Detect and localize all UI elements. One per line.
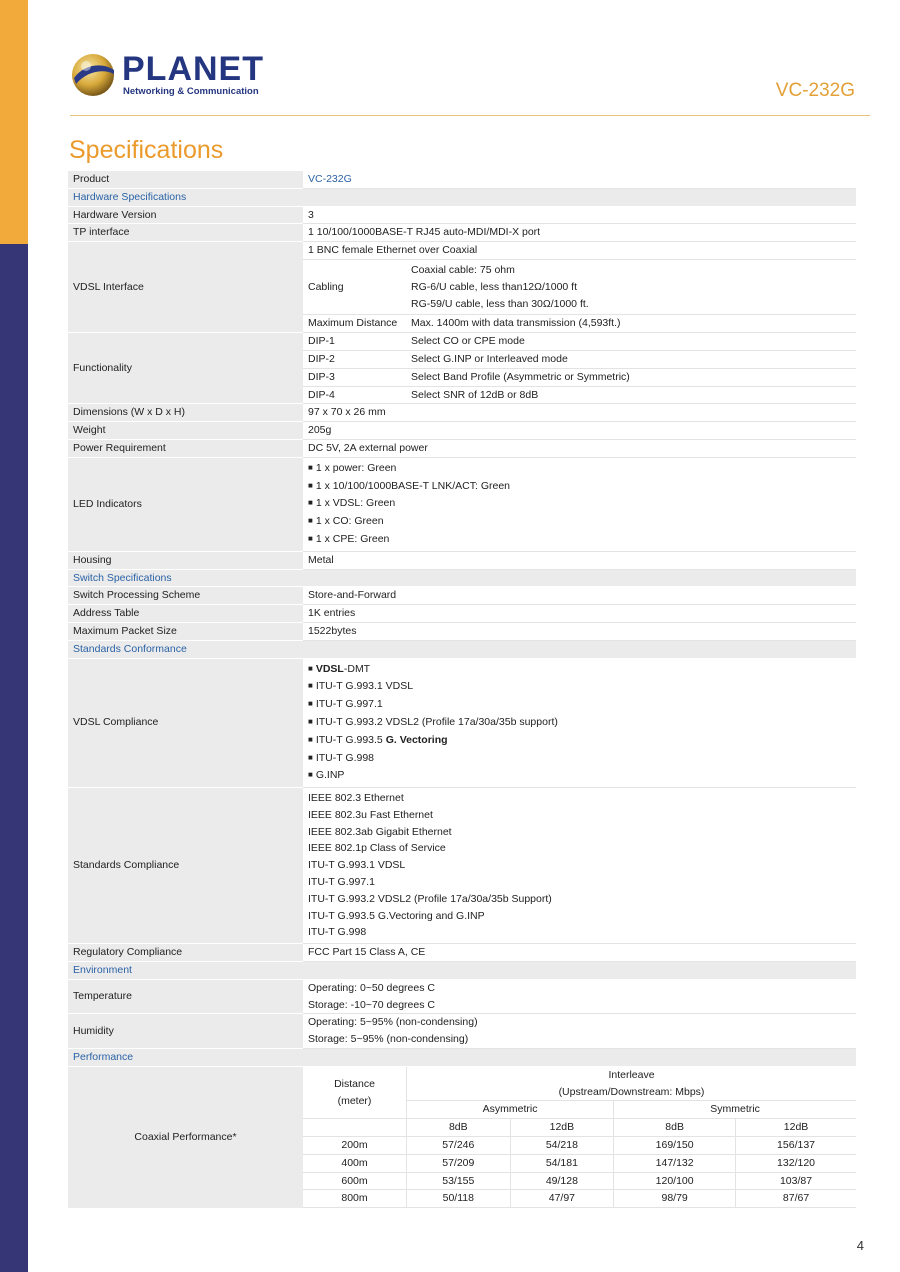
- vdsl-comp-line: [308, 714, 851, 732]
- table-row: [68, 587, 856, 605]
- row-value: 97 x 70 x 26 mm: [303, 404, 856, 422]
- snr-header: 8dB: [614, 1119, 736, 1137]
- rate-cell: 49/128: [510, 1172, 614, 1190]
- row-label: Power Requirement: [68, 439, 303, 457]
- row-value: [303, 979, 856, 1014]
- row-label: LED Indicators: [68, 457, 303, 551]
- bullet-icon: ■: [308, 734, 313, 744]
- led-text: 1 x power: Green: [315, 461, 397, 474]
- logo-tagline: Networking & Communication: [123, 86, 259, 97]
- humidity-line: Storage: 5~95% (non-condensing): [308, 1033, 469, 1046]
- table-row: [68, 979, 856, 1014]
- distance-cell: 400m: [303, 1154, 407, 1172]
- row-value: 205g: [303, 422, 856, 440]
- vdsl-comp-line: [308, 732, 851, 750]
- row-value: 3: [303, 206, 856, 224]
- planet-logo: [70, 50, 270, 100]
- std-line: ITU-T G.993.1 VDSL: [308, 859, 406, 872]
- section-header: Environment: [68, 962, 856, 980]
- row-value: 1 BNC female Ethernet over Coaxial: [303, 242, 856, 260]
- text: G.INP: [315, 769, 345, 782]
- table-row: [303, 1154, 856, 1172]
- bullet-icon: ■: [308, 770, 313, 780]
- vdsl-comp-line: [308, 661, 851, 679]
- section-header-row: [68, 188, 856, 206]
- snr-header: 12dB: [510, 1119, 614, 1137]
- row-label: Weight: [68, 422, 303, 440]
- led-text: 1 x CO: Green: [315, 515, 384, 528]
- row-label: Temperature: [68, 979, 303, 1014]
- row-label: Regulatory Compliance: [68, 944, 303, 962]
- row-value: Select Band Profile (Asymmetric or Symmetric): [406, 368, 856, 386]
- rate-cell: 53/155: [407, 1172, 511, 1190]
- text: -DMT: [343, 662, 371, 675]
- page-title: Specifications: [69, 136, 224, 164]
- bullet-icon: ■: [308, 533, 313, 543]
- row-value: [303, 658, 856, 788]
- row-label: Hardware Version: [68, 206, 303, 224]
- rate-cell: 47/97: [510, 1190, 614, 1208]
- bullet-icon: ■: [308, 480, 313, 490]
- table-row: [68, 171, 856, 188]
- table-row: [68, 605, 856, 623]
- model-name: VC-232G: [775, 80, 855, 101]
- table-row: [68, 658, 856, 788]
- table-row: [68, 1014, 856, 1049]
- section-header-row: [68, 640, 856, 658]
- row-value: [303, 788, 856, 944]
- text: ITU-T G.997.1: [315, 698, 383, 711]
- side-band-navy: [0, 244, 28, 1272]
- rate-cell: 54/181: [510, 1154, 614, 1172]
- table-row: [68, 788, 856, 944]
- row-label: Coaxial Performance*: [68, 1066, 303, 1208]
- table-row: [68, 333, 856, 351]
- row-label: Address Table: [68, 605, 303, 623]
- std-line: IEEE 802.3ab Gigabit Ethernet: [308, 825, 452, 838]
- rate-cell: 57/209: [407, 1154, 511, 1172]
- row-value: 1K entries: [303, 605, 856, 623]
- row-label: Standards Compliance: [68, 788, 303, 944]
- row-value: [406, 259, 856, 314]
- header-divider: [70, 115, 870, 116]
- rate-cell: 132/120: [736, 1154, 856, 1172]
- led-line: [308, 495, 851, 513]
- led-line: [308, 478, 851, 496]
- text: ITU-T G.993.2 VDSL2 (Profile 17a/30a/35b support): [315, 715, 558, 728]
- section-header: Switch Specifications: [68, 569, 856, 587]
- text: ITU-T G.993.1 VDSL: [315, 680, 414, 693]
- rate-cell: 120/100: [614, 1172, 736, 1190]
- sub-label: DIP-1: [303, 333, 406, 351]
- page-number: 4: [856, 1238, 864, 1253]
- cabling-line: Coaxial cable: 75 ohm: [411, 263, 515, 276]
- table-row: [303, 1190, 856, 1208]
- side-band-orange: [0, 0, 28, 244]
- rate-cell: 147/132: [614, 1154, 736, 1172]
- distance-label: Distance: [334, 1077, 375, 1090]
- section-header: Standards Conformance: [68, 640, 856, 658]
- table-row: [68, 622, 856, 640]
- spec-table: [68, 171, 856, 1209]
- snr-header: 12dB: [736, 1119, 856, 1137]
- row-value: Select CO or CPE mode: [406, 333, 856, 351]
- row-label: Maximum Packet Size: [68, 622, 303, 640]
- sub-label: Cabling: [303, 259, 406, 314]
- led-text: 1 x 10/100/1000BASE-T LNK/ACT: Green: [315, 479, 511, 492]
- bullet-icon: ■: [308, 699, 313, 709]
- bullet-icon: ■: [308, 462, 313, 472]
- row-label: Housing: [68, 551, 303, 569]
- planet-globe-icon: [70, 52, 116, 98]
- row-label: VDSL Interface: [68, 242, 303, 333]
- bullet-icon: ■: [308, 716, 313, 726]
- row-value: DC 5V, 2A external power: [303, 439, 856, 457]
- rate-cell: 103/87: [736, 1172, 856, 1190]
- cabling-line: RG-6/U cable, less than12Ω/1000 ft: [411, 280, 578, 293]
- sub-label: Maximum Distance: [303, 315, 406, 333]
- row-label: TP interface: [68, 224, 303, 242]
- rate-cell: 57/246: [407, 1137, 511, 1155]
- table-row: [68, 551, 856, 569]
- vdsl-comp-line: [308, 767, 851, 785]
- bullet-icon: ■: [308, 752, 313, 762]
- row-label: Dimensions (W x D x H): [68, 404, 303, 422]
- row-label: Switch Processing Scheme: [68, 587, 303, 605]
- row-label: Humidity: [68, 1014, 303, 1049]
- logo-wordmark: PLANET: [122, 50, 264, 88]
- led-line: [308, 460, 851, 478]
- blank-cell: [303, 1119, 407, 1137]
- bold-text: G. Vectoring: [385, 733, 448, 746]
- table-row: [68, 206, 856, 224]
- row-value: 1522bytes: [303, 622, 856, 640]
- sub-label: DIP-3: [303, 368, 406, 386]
- distance-cell: 600m: [303, 1172, 407, 1190]
- perf-header-row: [303, 1119, 856, 1137]
- row-value: Select SNR of 12dB or 8dB: [406, 386, 856, 404]
- std-line: ITU-T G.998: [308, 926, 367, 939]
- led-line: [308, 513, 851, 531]
- section-header-row: [68, 569, 856, 587]
- sub-label: DIP-4: [303, 386, 406, 404]
- interleave-subheader: (Upstream/Downstream: Mbps): [407, 1084, 857, 1101]
- led-text: 1 x CPE: Green: [315, 532, 390, 545]
- table-row: [68, 422, 856, 440]
- interleave-header: Interleave: [407, 1067, 857, 1084]
- vdsl-comp-line: [308, 678, 851, 696]
- cabling-line: RG-59/U cable, less than 30Ω/1000 ft.: [411, 297, 589, 310]
- row-value: Store-and-Forward: [303, 587, 856, 605]
- sub-label: DIP-2: [303, 350, 406, 368]
- table-row: [68, 944, 856, 962]
- row-label: VDSL Compliance: [68, 658, 303, 788]
- section-header: Hardware Specifications: [68, 188, 856, 206]
- performance-table: [303, 1067, 856, 1208]
- std-line: ITU-T G.993.5 G.Vectoring and G.INP: [308, 909, 485, 922]
- table-row: [68, 1066, 856, 1208]
- vdsl-comp-line: [308, 750, 851, 768]
- led-text: 1 x VDSL: Green: [315, 497, 396, 510]
- section-header-row: [68, 1049, 856, 1067]
- rate-cell: 87/67: [736, 1190, 856, 1208]
- table-row: [68, 404, 856, 422]
- humidity-line: Operating: 5~95% (non-condensing): [308, 1016, 478, 1029]
- bullet-icon: ■: [308, 681, 313, 691]
- bold-text: VDSL: [315, 662, 344, 675]
- temp-line: Operating: 0~50 degrees C: [308, 981, 435, 994]
- rate-cell: 54/218: [510, 1137, 614, 1155]
- text: ITU-T G.998: [315, 751, 374, 764]
- row-value: FCC Part 15 Class A, CE: [303, 944, 856, 962]
- rate-cell: 50/118: [407, 1190, 511, 1208]
- rate-cell: 98/79: [614, 1190, 736, 1208]
- vdsl-comp-line: [308, 696, 851, 714]
- row-value: Select G.INP or Interleaved mode: [406, 350, 856, 368]
- row-value: [303, 1014, 856, 1049]
- table-row: [68, 457, 856, 551]
- table-row: [303, 1137, 856, 1155]
- text: ITU-T G.993.5: [315, 733, 386, 746]
- distance-cell: 200m: [303, 1137, 407, 1155]
- temp-line: Storage: -10~70 degrees C: [308, 998, 435, 1011]
- row-value: [303, 457, 856, 551]
- table-row: [303, 1172, 856, 1190]
- table-row: [68, 439, 856, 457]
- table-row: [68, 224, 856, 242]
- asymmetric-header: Asymmetric: [407, 1101, 614, 1119]
- rate-cell: 169/150: [614, 1137, 736, 1155]
- std-line: IEEE 802.3u Fast Ethernet: [308, 808, 433, 821]
- distance-unit: (meter): [337, 1094, 372, 1107]
- row-label: Product: [68, 171, 303, 188]
- bullet-icon: ■: [308, 516, 313, 526]
- section-header: Performance: [68, 1049, 856, 1067]
- row-value: Metal: [303, 551, 856, 569]
- symmetric-header: Symmetric: [614, 1101, 856, 1119]
- distance-header: [303, 1067, 407, 1119]
- performance-cell: [303, 1066, 856, 1208]
- product-value: VC-232G: [303, 171, 856, 188]
- snr-header: 8dB: [407, 1119, 511, 1137]
- section-header-row: [68, 962, 856, 980]
- table-row: [68, 242, 856, 260]
- std-line: ITU-T G.993.2 VDSL2 (Profile 17a/30a/35b Support): [308, 892, 552, 905]
- row-value: 1 10/100/1000BASE-T RJ45 auto-MDI/MDI-X port: [303, 224, 856, 242]
- std-line: IEEE 802.1p Class of Service: [308, 842, 446, 855]
- distance-cell: 800m: [303, 1190, 407, 1208]
- row-value: Max. 1400m with data transmission (4,593ft.): [406, 315, 856, 333]
- std-line: ITU-T G.997.1: [308, 876, 375, 889]
- led-line: [308, 531, 851, 549]
- bullet-icon: ■: [308, 663, 313, 673]
- std-line: IEEE 802.3 Ethernet: [308, 792, 404, 805]
- rate-cell: 156/137: [736, 1137, 856, 1155]
- row-label: Functionality: [68, 333, 303, 404]
- bullet-icon: ■: [308, 498, 313, 508]
- perf-header-row: [303, 1067, 856, 1084]
